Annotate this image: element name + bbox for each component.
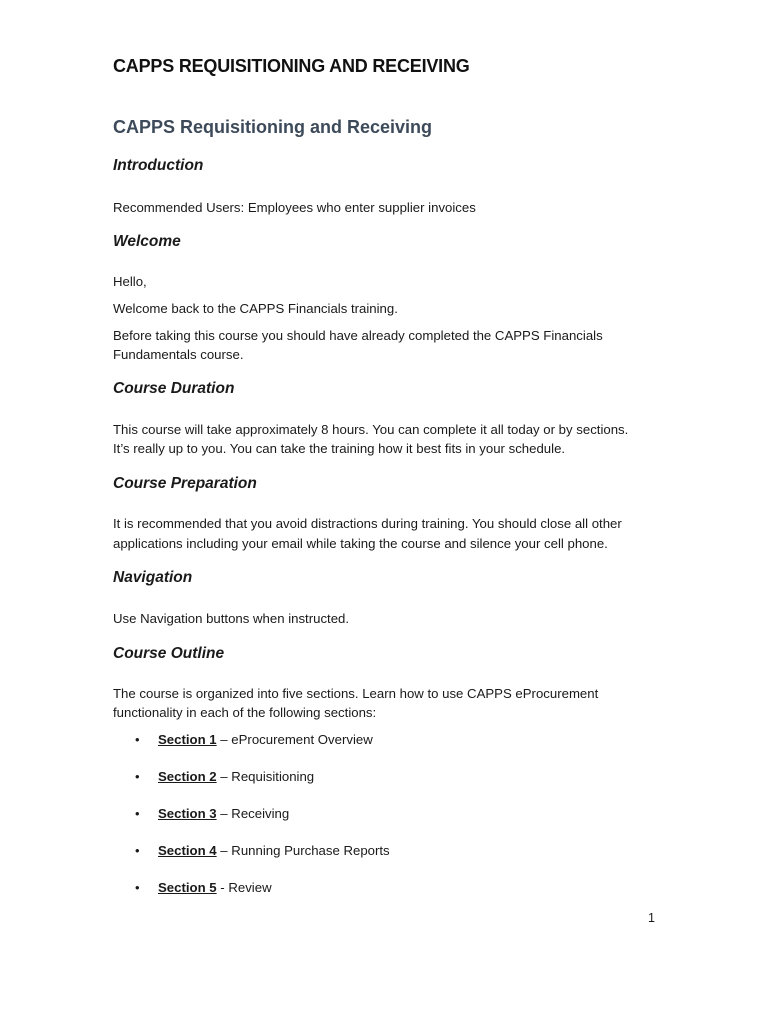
welcome-heading: Welcome xyxy=(113,233,181,250)
list-item xyxy=(113,878,390,915)
course-preparation-line1: It is recommended that you avoid distractions during training. You should close all other xyxy=(113,516,622,531)
section-1-description: – eProcurement Overview xyxy=(216,732,373,747)
course-preparation-line2: applications including your email while taking the course and silence your cell phone. xyxy=(113,536,608,551)
course-outline-line2: functionality in each of the following sections: xyxy=(113,705,377,720)
list-item xyxy=(113,804,390,841)
section-4-link[interactable]: Section 4 xyxy=(158,843,217,858)
bullet-icon: • xyxy=(135,806,140,821)
bullet-icon: • xyxy=(135,769,140,784)
bullet-icon: • xyxy=(135,732,140,747)
navigation-heading: Navigation xyxy=(113,569,193,586)
welcome-prerequisite-line2: Fundamentals course. xyxy=(113,347,244,362)
course-outline-line1: The course is organized into five sections. Learn how to use CAPPS eProcurement xyxy=(113,686,599,701)
bullet-icon: • xyxy=(135,843,140,858)
welcome-prerequisite-line1: Before taking this course you should have already completed the CAPPS Financials xyxy=(113,328,603,343)
bullet-icon: • xyxy=(135,880,140,895)
document-title: CAPPS REQUISITIONING AND RECEIVING xyxy=(113,56,470,76)
list-item xyxy=(113,730,390,767)
section-list xyxy=(113,730,390,915)
section-5-description: - Review xyxy=(216,880,272,895)
section-2-description: – Requisitioning xyxy=(216,769,315,784)
course-duration-line1: This course will take approximately 8 hours. You can complete it all today or by sections. xyxy=(113,422,629,437)
list-item xyxy=(113,841,390,878)
navigation-text: Use Navigation buttons when instructed. xyxy=(113,611,350,626)
section-5-link[interactable]: Section 5 xyxy=(158,880,217,895)
welcome-message: Welcome back to the CAPPS Financials training. xyxy=(113,301,398,316)
introduction-heading: Introduction xyxy=(113,157,204,174)
course-outline-heading: Course Outline xyxy=(113,645,225,662)
section-3-description: – Receiving xyxy=(216,806,290,821)
document-subtitle: CAPPS Requisitioning and Receiving xyxy=(113,117,433,137)
course-duration-line2: It’s really up to you. You can take the training how it best fits in your schedule. xyxy=(113,441,566,456)
list-item xyxy=(113,767,390,804)
welcome-greeting: Hello, xyxy=(113,274,147,289)
section-3-link[interactable]: Section 3 xyxy=(158,806,217,821)
introduction-text: Recommended Users: Employees who enter supplier invoices xyxy=(113,200,476,215)
course-preparation-heading: Course Preparation xyxy=(113,475,257,492)
course-duration-heading: Course Duration xyxy=(113,380,235,397)
section-1-link[interactable]: Section 1 xyxy=(158,732,217,747)
section-2-link[interactable]: Section 2 xyxy=(158,769,217,784)
section-4-description: – Running Purchase Reports xyxy=(216,843,390,858)
page-number: 1 xyxy=(648,911,655,925)
